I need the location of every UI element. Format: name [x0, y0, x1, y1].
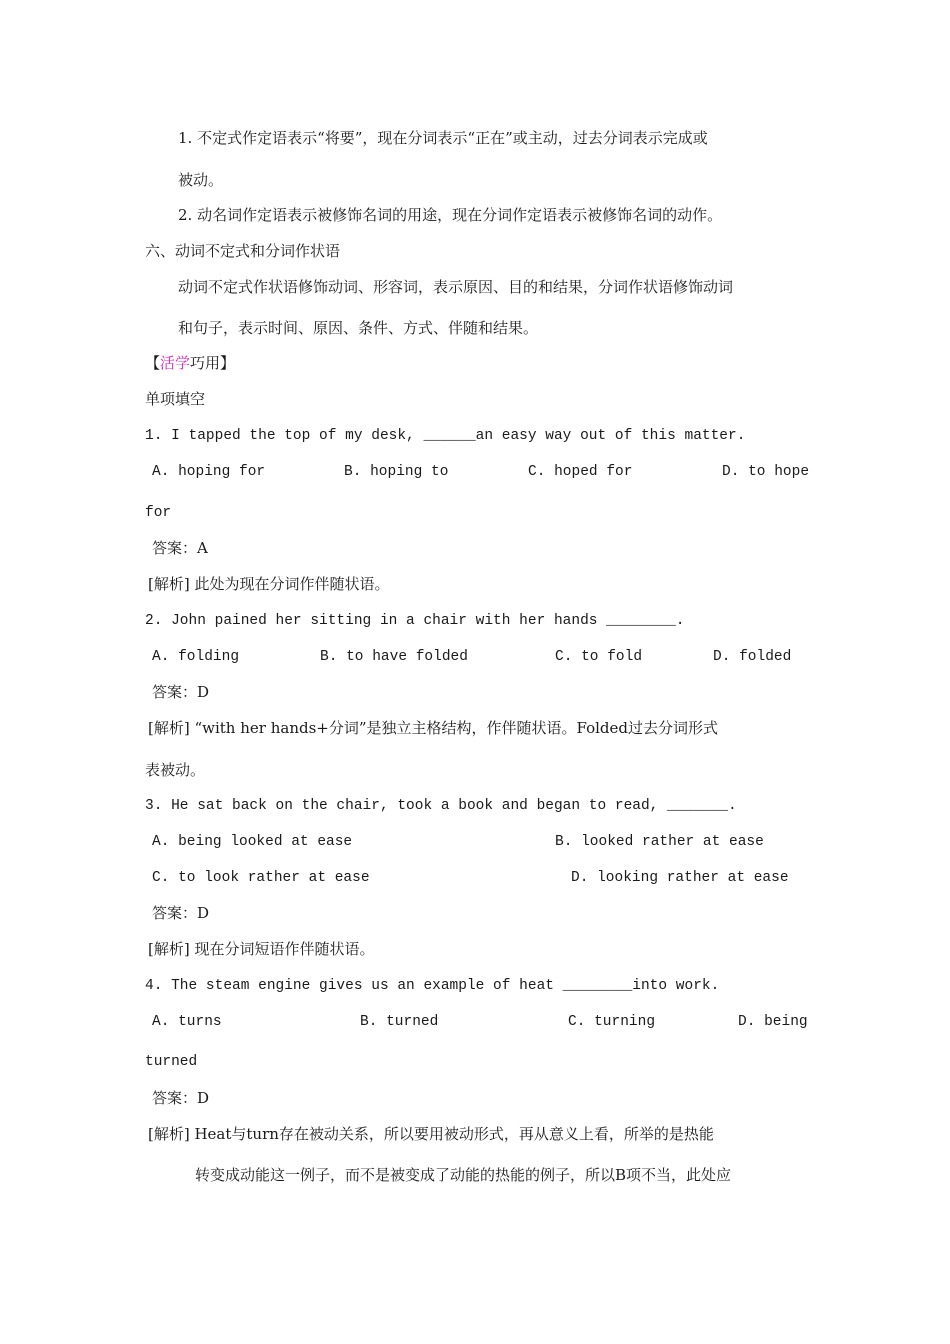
q1-option-a: A. hoping for: [152, 464, 266, 480]
q4-answer: 答案：D: [152, 1089, 210, 1107]
q1-answer: 答案：A: [152, 539, 208, 557]
q3-explanation: [解析] 现在分词短语作伴随状语。: [148, 940, 375, 958]
q2-option-c: C. to fold: [555, 649, 643, 665]
section-6-text-line-1: 动词不定式作状语修饰动词、形容词，表示原因、目的和结果，分词作状语修饰动词: [178, 278, 734, 296]
q2-option-a: A. folding: [152, 649, 240, 665]
practice-rest: 巧用】: [190, 354, 236, 372]
note-2: 2. 动名词作定语表示被修饰名词的用途，现在分词作定语表示被修饰名词的动作。: [178, 206, 723, 224]
q4-option-wrap: turned: [145, 1054, 198, 1070]
q1-explanation: [解析] 此处为现在分词作伴随状语。: [148, 575, 390, 593]
practice-heading: [145, 353, 235, 373]
q4-explanation-line-1: [解析] Heat与turn存在被动关系，所以要用被动形式，再从意义上看，所举的是热能: [148, 1125, 714, 1143]
q4-option-c: C. turning: [568, 1014, 656, 1030]
section-6-heading: 六、动词不定式和分词作状语: [145, 242, 341, 260]
q2-option-b: B. to have folded: [320, 649, 468, 665]
section-6-text-line-2: 和句子，表示时间、原因、条件、方式、伴随和结果。: [178, 319, 539, 337]
note-1-line-1: 1. 不定式作定语表示“将要”，现在分词表示“正在”或主动，过去分词表示完成或: [178, 129, 708, 147]
practice-highlight: 活学: [160, 354, 191, 372]
q4-option-d: D. being: [738, 1014, 808, 1030]
practice-bracket: 【: [145, 354, 161, 372]
q4-explanation-line-2: 转变成动能这一例子，而不是被变成了动能的热能的例子，所以B项不当，此处应: [195, 1166, 732, 1184]
q1-option-b: B. hoping to: [344, 464, 449, 480]
q4-option-a: A. turns: [152, 1014, 222, 1030]
q3-stem: 3. He sat back on the chair, took a book and began to read, _______.: [145, 798, 737, 814]
q2-explanation-line-2: 表被动。: [145, 761, 206, 779]
q3-option-c: C. to look rather at ease: [152, 870, 370, 886]
practice-subtitle: 单项填空: [145, 390, 206, 408]
q1-stem: 1. I tapped the top of my desk, ______an easy way out of this matter.: [145, 428, 746, 444]
q4-stem: 4. The steam engine gives us an example of heat ________into work.: [145, 978, 720, 994]
q1-option-d: D. to hope: [722, 464, 810, 480]
q4-option-b: B. turned: [360, 1014, 439, 1030]
q3-option-d: D. looking rather at ease: [571, 870, 789, 886]
note-1-line-2: 被动。: [178, 171, 224, 189]
q3-answer: 答案：D: [152, 904, 210, 922]
q1-option-wrap: for: [145, 505, 172, 521]
q2-explanation-line-1: [解析] “with her hands+分词”是独立主格结构，作伴随状语。Folded过去分词形式: [148, 719, 719, 737]
q3-option-b: B. looked rather at ease: [555, 834, 764, 850]
q3-option-a: A. being looked at ease: [152, 834, 353, 850]
q1-option-c: C. hoped for: [528, 464, 633, 480]
q2-answer: 答案：D: [152, 683, 210, 701]
q2-stem: 2. John pained her sitting in a chair with her hands ________.: [145, 613, 685, 629]
q2-option-d: D. folded: [713, 649, 792, 665]
